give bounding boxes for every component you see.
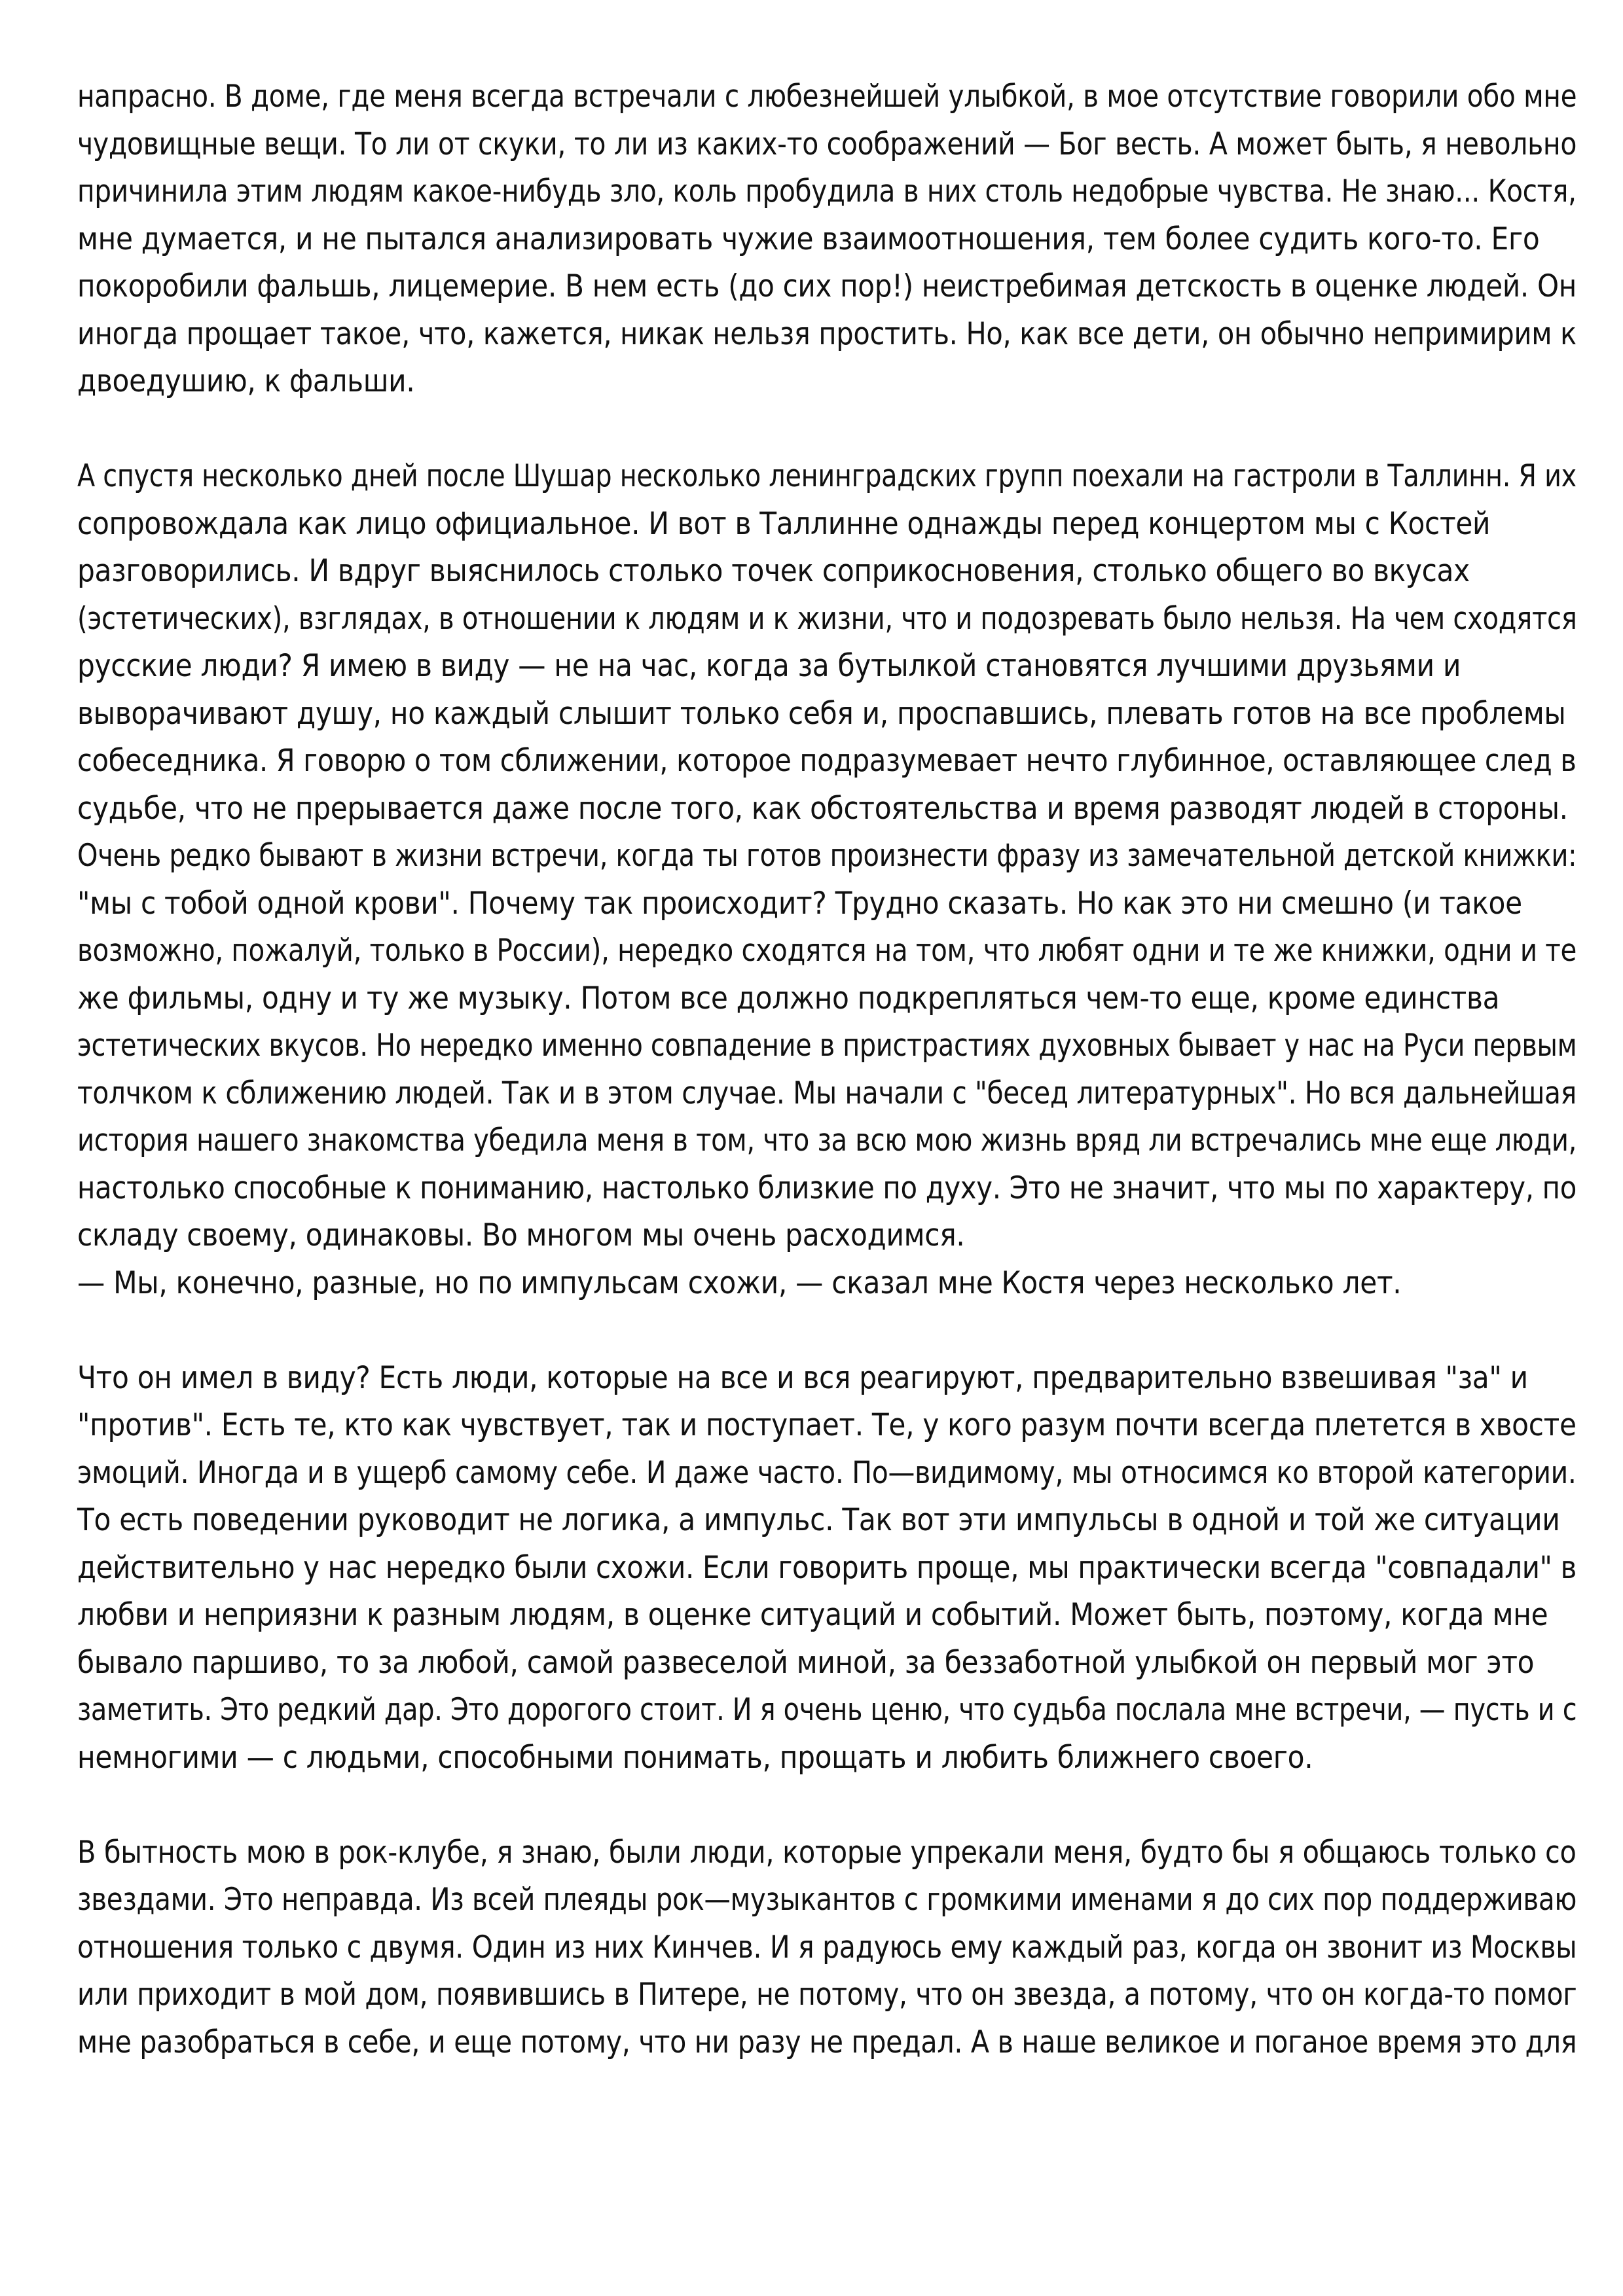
document-page — [77, 73, 1577, 2066]
text-line: Очень редко бывают в жизни встречи, когда ты готов произнести фразу из замечательной детской книжки: — [77, 838, 1577, 874]
text-line: (эстетических), взглядах, в отношении к людям и к жизни, что и подозревать было нельзя. На чем сходятся — [77, 600, 1577, 637]
paragraph-4 — [77, 1829, 1577, 2067]
text-line: русские люди? Я имею в виду — не на час, когда за бутылкой становятся лучшими друзьями и — [77, 648, 1461, 684]
text-line: разговорились. И вдруг выяснилось столько точек соприкосновения, столько общего во вкусах — [77, 553, 1470, 589]
text-line: толчком к сближению людей. Так и в этом случае. Мы начали с "бесед литературных". Но вся дальнейшая — [77, 1075, 1577, 1111]
text-line: любви и неприязни к разным людям, в оценке ситуаций и событий. Может быть, поэтому, когда мне — [77, 1597, 1548, 1633]
text-line: "против". Есть те, кто как чувствует, так и поступает. Те, у кого разум почти всегда плетется в хвосте — [77, 1407, 1577, 1443]
text-line: отношения только с двумя. Один из них Кинчев. И я радуюсь ему каждый раз, когда он звонит из Москвы — [77, 1929, 1577, 1965]
text-line: же фильмы, одну и ту же музыку. Потом все должно подкрепляться чем-то еще, кроме единства — [77, 980, 1500, 1016]
text-line: настолько способные к пониманию, настолько близкие по духу. Это не значит, что мы по характеру, по — [77, 1170, 1577, 1206]
text-line: собеседника. Я говорю о том сближении, которое подразумевает нечто глубинное, оставляющее след в — [77, 743, 1577, 779]
text-line: выворачивают душу, но каждый слышит только себя и, проспавшись, плевать готов на все проблемы — [77, 695, 1566, 732]
text-line: Что он имел в виду? Есть люди, которые на все и вся реагируют, предварительно взвешивая "за" и — [77, 1359, 1528, 1396]
text-line: история нашего знакомства убедила меня в том, что за всю мою жизнь вряд ли встречались мне еще люди, — [77, 1122, 1577, 1158]
text-line: мне разобраться в себе, и еще потому, что ни разу не предал. А в наше великое и поганое время это для — [77, 2024, 1577, 2060]
text-line: заметить. Это редкий дар. Это дорогого стоит. И я очень ценю, что судьба послала мне встречи, — пусть и с — [77, 1692, 1577, 1728]
text-line: звездами. Это неправда. Из всей плеяды рок—музыкантов с громкими именами я до сих пор поддерживаю — [77, 1882, 1577, 1918]
text-line: причинила этим людям какое-нибудь зло, коль пробудила в них столь недобрые чувства. Не знаю... Костя, — [77, 173, 1577, 209]
text-line: эстетических вкусов. Но нередко именно совпадение в пристрастиях духовных бывает у нас на Руси первым — [77, 1028, 1577, 1064]
text-line: напрасно. В доме, где меня всегда встречали с любезнейшей улыбкой, в мое отсутствие говорили обо мне — [77, 79, 1577, 115]
text-line: чудовищные вещи. То ли от скуки, то ли из каких-то соображений — Бог весть. А может быть, я невольно — [77, 126, 1577, 162]
text-line: "мы с тобой одной крови". Почему так происходит? Трудно сказать. Но как это ни смешно (и такое — [77, 885, 1522, 922]
paragraph-3 — [77, 1355, 1577, 1782]
text-line: бывало паршиво, то за любой, самой развеселой миной, за беззаботной улыбкой он первый мог это — [77, 1644, 1535, 1681]
text-line: сопровождала как лицо официальное. И вот в Таллинне однажды перед концертом мы с Костей — [77, 505, 1491, 542]
text-line: складу своему, одинаковы. Во многом мы очень расходимся. — [77, 1217, 965, 1253]
text-line: действительно у нас нередко были схожи. Если говорить проще, мы практически всегда "совпадали" в — [77, 1549, 1577, 1586]
text-line: покоробили фальшь, лицемерие. В нем есть (до сих пор!) неистребимая детскость в оценке людей. Он — [77, 268, 1577, 304]
text-line: А спустя несколько дней после Шушар несколько ленинградских групп поехали на гастроли в Таллинн. Я их — [77, 458, 1577, 494]
text-line: эмоций. Иногда и в ущерб самому себе. И даже часто. По—видимому, мы относимся ко второй категории. — [77, 1454, 1577, 1491]
paragraph-2 — [77, 453, 1577, 1307]
text-line: немногими — с людьми, способными понимать, прощать и любить ближнего своего. — [77, 1739, 1313, 1776]
text-line: То есть поведении руководит не логика, а импульс. Так вот эти импульсы в одной и той же ситуации — [77, 1502, 1560, 1538]
text-line: двоедушию, к фальши. — [77, 363, 415, 399]
text-line: мне думается, и не пытался анализировать чужие взаимоотношения, тем более судить кого-то. Его — [77, 221, 1540, 257]
text-line: возможно, пожалуй, только в России), нередко сходятся на том, что любят одни и те же книжки, одни и те — [77, 933, 1577, 969]
text-line: В бытность мою в рок-клубе, я знаю, были люди, которые упрекали меня, будто бы я общаюсь только со — [77, 1834, 1577, 1871]
paragraph-1 — [77, 73, 1577, 406]
text-line: судьбе, что не прерывается даже после того, как обстоятельства и время разводят людей в стороны. — [77, 790, 1568, 827]
text-line: или приходит в мой дом, появившись в Питере, не потому, что он звезда, а потому, что он когда-то помог — [77, 1977, 1577, 2013]
dialogue-line: — Мы, конечно, разные, но по импульсам схожи, — сказал мне Костя через несколько лет. — [77, 1265, 1402, 1301]
text-line: иногда прощает такое, что, кажется, никак нельзя простить. Но, как все дети, он обычно непримирим к — [77, 315, 1577, 352]
